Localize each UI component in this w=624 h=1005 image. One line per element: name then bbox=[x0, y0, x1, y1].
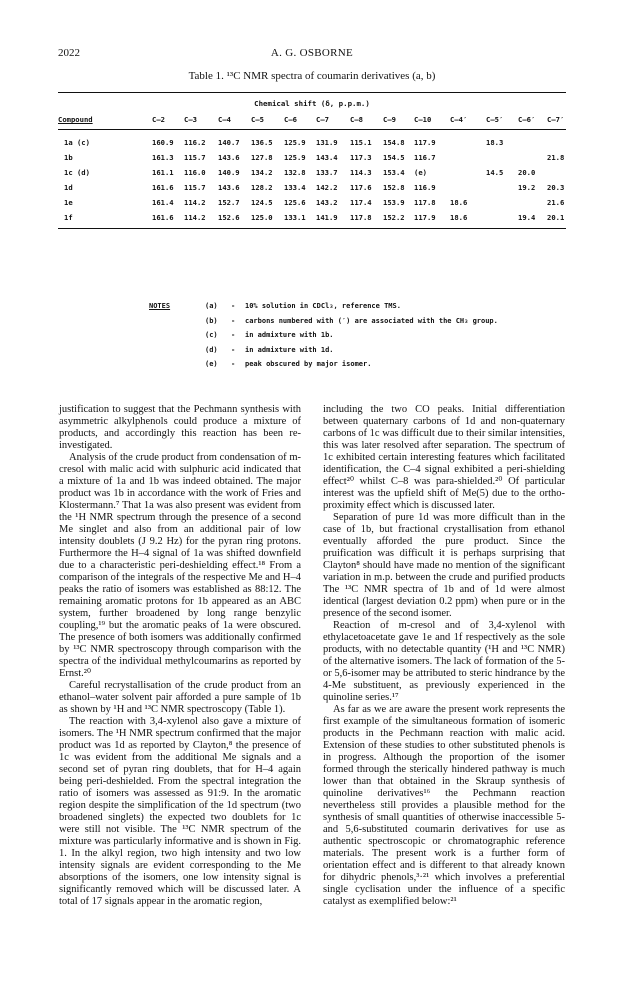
compound-cell: 1b bbox=[64, 153, 73, 162]
paragraph: Separation of pure 1d was more difficult than in the case of 1b, but fractional crystallisation from ethanol eventually afforded the pure product. Since the pruification was difficult it is perhaps surprising that Clayton⁸ should have made no mention of the significant variation in m.p. between the crude and purified products The ¹³C NMR spectra of 1b and of 1d were almost identical (largest deviation 0.2 ppm) when pure or in the presence of the second isomer. bbox=[323, 512, 565, 619]
c5-cell: 127.8 bbox=[251, 153, 273, 162]
column-header: C–4′ bbox=[450, 115, 468, 124]
c10-cell: 117.9 bbox=[414, 138, 436, 147]
column-header: C–2 bbox=[152, 115, 165, 124]
note-dash: - bbox=[231, 360, 236, 368]
note-letter: (e) bbox=[205, 360, 218, 368]
column-header: C–10 bbox=[414, 115, 432, 124]
c3-cell: 115.7 bbox=[184, 153, 206, 162]
c5-cell: 124.5 bbox=[251, 198, 273, 207]
note-text: in admixture with 1b. bbox=[245, 331, 334, 339]
table-header-row bbox=[58, 112, 566, 127]
compound-cell: 1c (d) bbox=[64, 168, 90, 177]
c10-cell: 116.9 bbox=[414, 183, 436, 192]
paragraph: As far as we are aware the present work represents the first example of the simultaneous formation of isomeric products in the Pechmann reaction with malic acid. Extension of these studies to other substituted phenols is in progress. Although the proportion of the isomer formed through the sterically hindered pathway is much lower than that obtained in the Skraup synthesis of quinoline derivatives¹⁶ the Pechmann reaction nevertheless still provides a plausible method for the synthesis of small quantities of otherwise inaccessible 5- and 5,6-substituted coumarin derivatives for use as authentic spectroscopic or chromatographic reference materials. The present work is a further form of orientation effect and is different to that already known for dihydric phenols,³·²¹ which involves a preferential single cyclisation under the influence of a specific catalyst as exemplified below:²¹ bbox=[323, 704, 565, 907]
table-row bbox=[58, 149, 566, 164]
c2-cell: 161.6 bbox=[152, 183, 174, 192]
note-dash: - bbox=[231, 316, 236, 325]
nmr-table bbox=[58, 92, 566, 229]
c6-cell: 133.1 bbox=[284, 213, 306, 222]
c5-cell: 134.2 bbox=[251, 168, 273, 177]
c7-prime-cell: 20.3 bbox=[547, 183, 565, 192]
notes-heading: NOTES bbox=[149, 302, 171, 310]
c9-cell: 154.5 bbox=[383, 153, 405, 162]
column-header: C–6 bbox=[284, 115, 297, 124]
column-header: C–9 bbox=[383, 115, 396, 124]
c9-cell: 153.9 bbox=[383, 198, 405, 207]
c7-cell: 141.9 bbox=[316, 213, 338, 222]
column-header: C–6′ bbox=[518, 115, 536, 124]
column-header: C–8 bbox=[350, 115, 363, 124]
c9-cell: 154.8 bbox=[383, 138, 405, 147]
note-text: 10% solution in CDCl₃, reference TMS. bbox=[245, 302, 401, 310]
table-caption: Table 1. ¹³C NMR spectra of coumarin derivatives (a, b) bbox=[188, 70, 436, 82]
c6-prime-cell: 19.4 bbox=[518, 213, 536, 222]
note-text: in admixture with 1d. bbox=[245, 345, 334, 354]
c10-cell: 117.9 bbox=[414, 213, 436, 222]
c5-prime-cell: 14.5 bbox=[486, 168, 504, 177]
note-letter: (a) bbox=[205, 302, 218, 310]
c7-cell: 143.2 bbox=[316, 198, 338, 207]
note-dash: - bbox=[231, 302, 236, 310]
c6-cell: 125.9 bbox=[284, 153, 306, 162]
c7-cell: 143.4 bbox=[316, 153, 338, 162]
c4-cell: 143.6 bbox=[218, 153, 240, 162]
c2-cell: 161.4 bbox=[152, 198, 174, 207]
table-row bbox=[58, 209, 566, 224]
table-row bbox=[58, 179, 566, 194]
column-header: C–3 bbox=[184, 115, 197, 124]
column-header: C–5′ bbox=[486, 115, 504, 124]
c9-cell: 152.2 bbox=[383, 213, 405, 222]
compound-cell: 1d bbox=[64, 183, 73, 192]
c4-cell: 152.7 bbox=[218, 198, 240, 207]
paragraph: Reaction of m-cresol and of 3,4-xylenol with ethylacetoacetate gave 1e and 1f respectively as the sole products, with no detectable quantity (¹H and ¹³C NMR) of the alternative isomers. The lack of formation of the 5- or 5,6-isomer may be attributed to steric hindrance by the 4-Me substituent, as previously experienced in the quinoline series.¹⁷ bbox=[323, 620, 565, 703]
c8-cell: 117.8 bbox=[350, 213, 372, 222]
paragraph: justification to suggest that the Pechmann synthesis with asymmetric alkylphenols could produce a mixture of products, and accordingly this reaction has been re-investigated. bbox=[59, 404, 301, 451]
c7-prime-cell: 21.6 bbox=[547, 198, 565, 207]
table-header-rule bbox=[58, 129, 566, 130]
c4-cell: 143.6 bbox=[218, 183, 240, 192]
compound-cell: 1f bbox=[64, 213, 73, 222]
c5-cell: 125.0 bbox=[251, 213, 273, 222]
c6-prime-cell: 19.2 bbox=[518, 183, 536, 192]
paragraph: Careful recrystallisation of the crude product from an ethanol–water solvent pair afforded a pure sample of 1b as shown by ¹H and ¹³C NMR spectroscopy (Table 1). bbox=[59, 680, 301, 715]
column-header: C–4 bbox=[218, 115, 231, 124]
column-header: C–5 bbox=[251, 115, 264, 124]
c5-cell: 128.2 bbox=[251, 183, 273, 192]
table-row bbox=[58, 134, 566, 149]
c7-cell: 142.2 bbox=[316, 183, 338, 192]
c2-cell: 161.6 bbox=[152, 213, 174, 222]
paragraph: including the two CO peaks. Initial differentiation between quaternary carbons of 1d and non-quaternary carbons of 1c was difficult due to their similar intensities, this was later resolved after separation. The spectrum of 1c exhibited certain interesting features which facilitated identification, the C–4 signal exhibited a peri-shielding effect²⁰ whilst C–8 was para-shielded.²⁰ Of particular interest was the upfield shift of Me(5) due to the ortho-proximity effect which is discussed later. bbox=[323, 404, 565, 511]
c2-cell: 161.1 bbox=[152, 168, 174, 177]
c8-cell: 114.3 bbox=[350, 168, 372, 177]
table-row bbox=[58, 164, 566, 179]
table-row bbox=[58, 194, 566, 209]
c7-prime-cell: 21.8 bbox=[547, 153, 565, 162]
c10-cell: 116.7 bbox=[414, 153, 436, 162]
chemical-shift-label: Chemical shift (δ, p.p.m.) bbox=[254, 99, 370, 108]
c4-cell: 140.7 bbox=[218, 138, 240, 147]
running-header bbox=[0, 47, 624, 61]
c4-cell: 140.9 bbox=[218, 168, 240, 177]
compound-cell: 1a (c) bbox=[64, 138, 90, 147]
compound-cell: 1e bbox=[64, 198, 73, 207]
note-letter: (b) bbox=[205, 316, 218, 325]
c8-cell: 115.1 bbox=[350, 138, 372, 147]
note-letter: (c) bbox=[205, 331, 218, 339]
c9-cell: 152.8 bbox=[383, 183, 405, 192]
c8-cell: 117.3 bbox=[350, 153, 372, 162]
note-text: carbons numbered with (′) are associated with the CH₃ group. bbox=[245, 316, 498, 325]
note-dash: - bbox=[231, 345, 236, 354]
running-author: A. G. OSBORNE bbox=[270, 47, 354, 59]
c2-cell: 161.3 bbox=[152, 153, 174, 162]
c4-prime-cell: 18.6 bbox=[450, 198, 468, 207]
c3-cell: 116.0 bbox=[184, 168, 206, 177]
note-letter: (d) bbox=[205, 345, 218, 354]
c7-cell: 133.7 bbox=[316, 168, 338, 177]
note-text: peak obscured by major isomer. bbox=[245, 360, 372, 368]
c3-cell: 114.2 bbox=[184, 198, 206, 207]
c5-cell: 136.5 bbox=[251, 138, 273, 147]
note-dash: - bbox=[231, 331, 236, 339]
c6-cell: 125.9 bbox=[284, 138, 306, 147]
c4-prime-cell: 18.6 bbox=[450, 213, 468, 222]
c3-cell: 114.2 bbox=[184, 213, 206, 222]
c4-cell: 152.6 bbox=[218, 213, 240, 222]
c6-prime-cell: 20.0 bbox=[518, 168, 536, 177]
c7-prime-cell: 20.1 bbox=[547, 213, 565, 222]
paragraph: Analysis of the crude product from condensation of m-cresol with malic acid with sulphuric acid indicated that a mixture of 1a and 1b was indeed obtained. The major product was 1b in accordance with the work of Fries and Klostermann.⁷ That 1a was also present was evident from the ¹H NMR spectrum through the presence of a second Me singlet and also from an additional pair of low intensity doublets (J 9.2 Hz) for the pyran ring protons. Furthermore the H–4 signal of 1a was shifted downfield due to a characteristic peri-deshielding effect.¹⁸ From a comparison of the integrals of the respective Me and H–4 peaks the ratio of isomers was established as 88:12. The remaining aromatic protons for 1b appeared as an ABC system, further broadened by long range benzylic coupling,¹⁹ but the aromatic peaks of 1a were obscured. The presence of both isomers was additionally confirmed by ¹³C NMR spectroscopy through comparison with the spectra of the individual methylcoumarins as reported by Ernst.²⁰ bbox=[59, 452, 301, 679]
c7-cell: 131.9 bbox=[316, 138, 338, 147]
column-header: C–7′ bbox=[547, 115, 565, 124]
c10-cell: (e) bbox=[414, 168, 427, 177]
right-column bbox=[323, 404, 565, 908]
left-column bbox=[59, 404, 301, 908]
paragraph: The reaction with 3,4-xylenol also gave a mixture of isomers. The ¹H NMR spectrum confirmed that the major product was 1d as reported by Clayton,⁸ the presence of 1c was evident from the additional Me signals and a second set of pyran ring doublets, that for H–4 again being peri-deshielded. From the spectral integration the ratio of isomers was assessed as 91:9. In the aromatic region despite the simplification of the 1d spectrum (two broadened singlets) the expected two doublets for 1c were still not visible. The ¹³C NMR spectrum of the mixture was particularly informative and is shown in Fig. 1. In the alkyl region, two high intensity and two low intensity signals are evident corresponding to the Me absorptions of the isomers, one low intensity signal is significantly removed which will be discussed later. A total of 17 signals appear in the aromatic region, bbox=[59, 716, 301, 907]
column-header: C–7 bbox=[316, 115, 329, 124]
c6-cell: 132.8 bbox=[284, 168, 306, 177]
c6-cell: 125.6 bbox=[284, 198, 306, 207]
c9-cell: 153.4 bbox=[383, 168, 405, 177]
c8-cell: 117.6 bbox=[350, 183, 372, 192]
page-number: 2022 bbox=[58, 47, 80, 59]
c5-prime-cell: 18.3 bbox=[486, 138, 504, 147]
column-header-compound: Compound bbox=[58, 115, 93, 124]
c3-cell: 116.2 bbox=[184, 138, 206, 147]
c6-cell: 133.4 bbox=[284, 183, 306, 192]
c8-cell: 117.4 bbox=[350, 198, 372, 207]
table-bottom-rule bbox=[58, 228, 566, 229]
c3-cell: 115.7 bbox=[184, 183, 206, 192]
c2-cell: 160.9 bbox=[152, 138, 174, 147]
c10-cell: 117.8 bbox=[414, 198, 436, 207]
